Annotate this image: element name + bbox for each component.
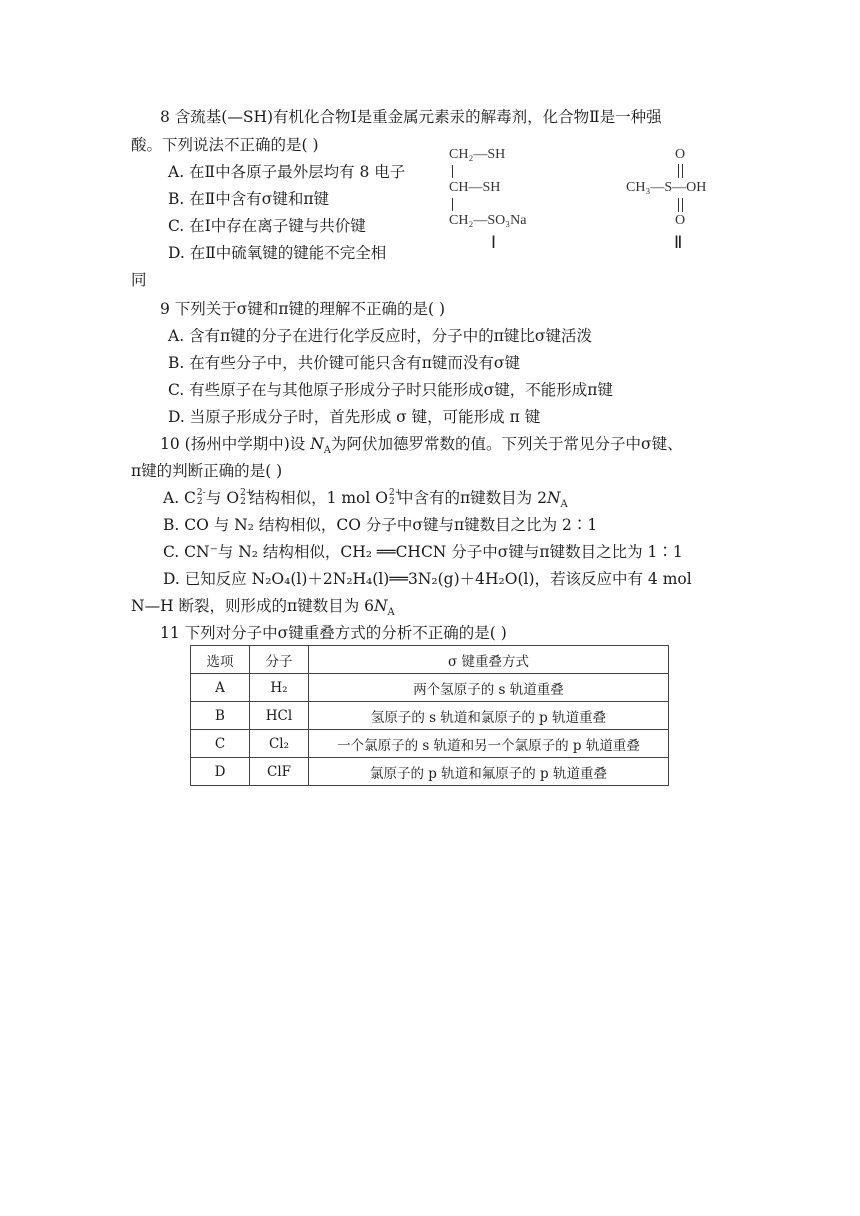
struct1-label: Ⅰ [491, 233, 497, 252]
table-row [191, 730, 669, 758]
q9-option-a: A. 含有π键的分子在进行化学反应时，分子中的π键比σ键活泼 [168, 327, 593, 345]
q10-option-b: B. CO 与 N₂ 结构相似，CO 分子中σ键与π键数目之比为 2∶1 [163, 516, 598, 534]
q10-stem-part2: 为阿伏加德罗常数的值。下列关于常见分子中σ键、 [330, 435, 683, 453]
q10-d-n: N [373, 597, 388, 615]
q8-option-d: D. 在Ⅱ中硫氧键的键能不完全相 [168, 244, 387, 262]
q10-a-ion1-sub: 2 [196, 497, 203, 507]
cell-molecule: HCl [250, 702, 309, 730]
q8-stem-line1: 8 含巯基(—SH)有机化合物Ⅰ是重金属元素汞的解毒剂，化合物Ⅱ是一种强 [160, 108, 662, 126]
q8-option-b: B. 在Ⅱ中含有σ键和π键 [168, 190, 330, 208]
struct2-double-bond-bottom-a [678, 198, 679, 212]
q8-stem-line2: 酸。下列说法不正确的是( ) [131, 136, 319, 154]
table-header-row [191, 646, 669, 674]
cell-molecule: Cl₂ [250, 730, 309, 758]
struct1-row1: CH₂—SH [449, 147, 506, 162]
cell-option: C [191, 730, 250, 758]
cell-molecule: ClF [250, 758, 309, 786]
q10-a-ion1 [196, 488, 206, 507]
q10-a-part3: 结构相似，1 mol O [249, 489, 388, 507]
q10-option-c: C. CN⁻与 N₂ 结构相似，CH₂ ══CHCN 分子中σ键与π键数目之比为 1∶1 [163, 543, 683, 561]
header-option: 选项 [191, 646, 250, 674]
table-row [191, 702, 669, 730]
struct2-double-bond-top-b [682, 164, 683, 178]
cell-overlap: 氯原子的 p 轨道和氟原子的 p 轨道重叠 [309, 758, 669, 786]
q9-option-c: C. 有些原子在与其他原子形成分子时只能形成σ键，不能形成π键 [168, 381, 613, 399]
cell-option: A [191, 674, 250, 702]
cell-option: B [191, 702, 250, 730]
struct2-top-oxygen: O [675, 147, 686, 162]
q10-a-part4: 中含有的π键数目为 2 [397, 489, 547, 507]
struct2-double-bond-bottom-b [682, 198, 683, 212]
q10-option-d-line1: D. 已知反应 N₂O₄(l)＋2N₂H₄(l)══3N₂(g)＋4H₂O(l)，若该反应中有 4 mol [163, 570, 692, 588]
q10-a-ion3-sub: 2 [388, 497, 395, 507]
q10-stem-line1 [160, 434, 683, 457]
cell-overlap: 氢原子的 s 轨道和氯原子的 p 轨道重叠 [309, 702, 669, 730]
q8-option-a: A. 在Ⅱ中各原子最外层均有 8 电子 [168, 163, 406, 181]
struct2-main: CH₃—S—OH [626, 180, 707, 195]
q10-stem-line2: π键的判断正确的是( ) [131, 462, 283, 480]
struct1-row2: CH—SH [449, 180, 501, 195]
header-molecule: 分子 [250, 646, 309, 674]
struct2-label: Ⅱ [674, 233, 683, 252]
cell-molecule: H₂ [250, 674, 309, 702]
struct2-bottom-oxygen: O [675, 213, 686, 228]
q8-option-d-cont: 同 [131, 271, 147, 289]
table-row [191, 758, 669, 786]
q10-a-ion2-sub: 2 [240, 497, 246, 507]
q10-d-n-sub: A [387, 607, 395, 618]
q10-stem-part1: 10 (扬州中学期中)设 [160, 435, 311, 453]
q10-a-ion2 [239, 488, 254, 507]
cell-option: D [191, 758, 250, 786]
q10-option-a [163, 488, 568, 511]
q8-option-c: C. 在Ⅰ中存在离子键与共价键 [168, 217, 366, 235]
q10-a-part2: 与 O [205, 489, 240, 507]
q11-stem: 11 下列对分子中σ键重叠方式的分析不正确的是( ) [160, 624, 507, 642]
q10-a-n-sub: A [560, 499, 568, 510]
struct1-bond2 [452, 198, 453, 211]
q10-a-ion1-charge: 2- [196, 488, 206, 498]
q9-option-b: B. 在有些分子中，共价键可能只含有π键而没有σ键 [168, 354, 521, 372]
q10-na-symbol: N [310, 435, 324, 453]
header-overlap: σ 键重叠方式 [309, 646, 669, 674]
q11-table [190, 645, 669, 786]
struct1-row3: CH₂—SO₃Na [449, 213, 527, 228]
q9-stem: 9 下列关于σ键和π键的理解不正确的是( ) [160, 300, 446, 318]
q10-option-d-line2 [131, 596, 395, 619]
q10-a-ion3-charge: 2+ [388, 488, 403, 498]
struct1-bond1 [452, 165, 453, 178]
q10-a-part1: A. C [163, 489, 196, 507]
q10-a-ion2-charge: 2+ [240, 488, 254, 498]
q10-a-ion3 [388, 488, 403, 507]
q10-na-subscript: A [323, 445, 331, 456]
cell-overlap: 两个氢原子的 s 轨道重叠 [309, 674, 669, 702]
q9-option-d: D. 当原子形成分子时，首先形成 σ 键，可能形成 π 键 [168, 408, 541, 426]
struct2-double-bond-top-a [678, 164, 679, 178]
q10-d-part2: N—H 断裂，则形成的π键数目为 6 [131, 597, 374, 615]
table-row [191, 674, 669, 702]
cell-overlap: 一个氯原子的 s 轨道和另一个氯原子的 p 轨道重叠 [309, 730, 669, 758]
q10-a-n: N [546, 489, 561, 507]
